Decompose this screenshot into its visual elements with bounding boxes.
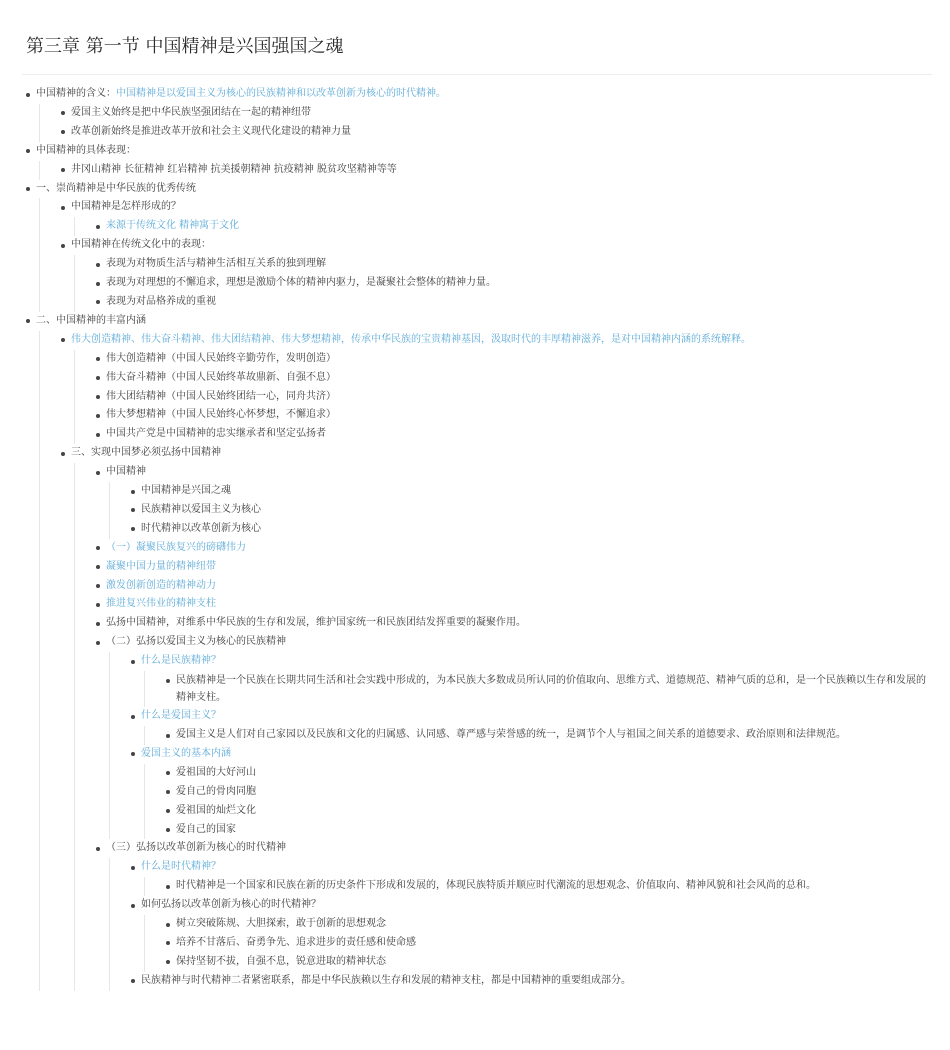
outline-node[interactable]: 三、实现中国梦必须弘扬中国精神 中国精神 中国精神是兴国之魂 民族精神以爱国主义为核心 时代精神以改革创新为核心 （一）凝聚民族复兴的磅礴伟力 凝聚中国力量的精神纽带 激发创新创造的精神动力 推进复兴伟业的精神支柱 弘扬中国精神，对维系中华民族的生存和发展，维护国家统一和民族团结发挥重要的凝聚作用。 （二）弘扬以爱国主义为核心的民族精神 什么是民族精神？ 民族精神是一个民族在长期共同生活和社会实践中形成的，为本民族大多数成员所认同的价值取向、思维方式、道德规范、精神气质的总和，是一个民族赖以生存和发展的精神支柱。 什么是爱国主义？ 爱国主义是人们对自己家园以及民族和文化的归属感、认同感、尊严感与荣誉感的统一，是调节个人与祖国之间关系的道德要求、政治原则和法律规范。 爱国主义的基本内涵 爱祖国的大好河山 爱自己的骨肉同胞 爱祖国的灿烂文化 爱自己的国家 （三）弘扬以改革创新为核心的时代精神 什么是时代精神？ 时代精神是一个国家和民族在新的历史条件下形成和发展的，体现民族特质并顺应时代潮流的思想观念、价值取向、精神风貌和社会风尚的总和。 如何弘扬以改革创新为核心的时代精神？ 树立突破陈规、大胆探索，敢于创新的思想观念 培养不甘落后、奋勇争先、追求进步的责任感和使命感 保持坚韧不拔，自强不息，锐意进取的精神状态 民族精神与时代精神二者紧密联系，都是中华民族赖以生存和发展的精神支柱，都是中国精神的重要组成部分。 <box>57 444 932 990</box>
outline-node[interactable]: （二）弘扬以爱国主义为核心的民族精神 什么是民族精神？ 民族精神是一个民族在长期共同生活和社会实践中形成的，为本民族大多数成员所认同的价值取向、思维方式、道德规范、精神气质的总和，是一个民族赖以生存和发展的精神支柱。 什么是爱国主义？ 爱国主义是人们对自己家园以及民族和文化的归属感、认同感、尊严感与荣誉感的统一，是调节个人与祖国之间关系的道德要求、政治原则和法律规范。 爱国主义的基本内涵 爱祖国的大好河山 爱自己的骨肉同胞 爱祖国的灿烂文化 爱自己的国家 <box>92 633 932 839</box>
outline-children <box>74 463 932 991</box>
title-divider <box>22 74 932 75</box>
outline-node[interactable]: 二、中国精神的丰富内涵 伟大创造精神、伟大奋斗精神、伟大团结精神、伟大梦想精神，传承中华民族的宝贵精神基因，汲取时代的丰厚精神滋养，是对中国精神内涵的系统解释。 伟大创造精神（中国人民始终辛勤劳作，发明创造） 伟大奋斗精神（中国人民始终革故鼎新、自强不息） 伟大团结精神（中国人民始终团结一心，同舟共济） 伟大梦想精神（中国人民始终心怀梦想，不懈追求） 中国共产党是中国精神的忠实继承者和坚定弘扬者 三、实现中国梦必须弘扬中国精神 中国精神 中国精神是兴国之魂 民族精神以爱国主义为核心 时代精神以改革创新为核心 （一）凝聚民族复兴的磅礴伟力 凝聚中国力量的精神纽带 激发创新创造的精神动力 推进复兴伟业的精神支柱 弘扬中国精神，对维系中华民族的生存和发展，维护国家统一和民族团结发挥重要的凝聚作用。 （二）弘扬以爱国主义为核心的民族精神 什么是民族精神？ 民族精神是一个民族在长期共同生活和社会实践中形成的，为本民族大多数成员所认同的价值取向、思维方式、道德规范、精神气质的总和，是一个民族赖以生存和发展的精神支柱。 什么是爱国主义？ 爱国主义是人们对自己家园以及民族和文化的归属感、认同感、尊严感与荣誉感的统一，是调节个人与祖国之间关系的道德要求、政治原则和法律规范。 爱国主义的基本内涵 爱祖国的大好河山 爱自己的骨肉同胞 爱祖国的灿烂文化 爱自己的国家 （三）弘扬以改革创新为核心的时代精神 什么是时代精神？ 时代精神是一个国家和民族在新的历史条件下形成和发展的，体现民族特质并顺应时代潮流的思想观念、价值取向、精神风貌和社会风尚的总和。 如何弘扬以改革创新为核心的时代精神？ 树立突破陈规、大胆探索，敢于创新的思想观念 培养不甘落后、奋勇争先、追求进步的责任感和使命感 保持坚韧不拔，自强不息，锐意进取的精神状态 民族精神与时代精神二者紧密联系，都是中华民族赖以生存和发展的精神支柱，都是中国精神的重要组成部分。 <box>22 312 932 991</box>
outline-children <box>39 104 932 142</box>
outline-children <box>109 482 932 539</box>
outline-node[interactable]: 树立突破陈规、大胆探索，敢于创新的思想观念 <box>162 915 932 934</box>
outline-node[interactable]: 什么是民族精神？ 民族精神是一个民族在长期共同生活和社会实践中形成的，为本民族大多数成员所认同的价值取向、思维方式、道德规范、精神气质的总和，是一个民族赖以生存和发展的精神支柱。 <box>127 652 932 707</box>
outline-node[interactable]: 中国精神是怎样形成的？ 来源于传统文化 精神寓于文化 <box>57 198 932 236</box>
outline-children <box>144 671 932 707</box>
outline-node[interactable]: 凝聚中国力量的精神纽带 <box>92 558 932 577</box>
outline-children <box>144 915 932 972</box>
outline-node[interactable]: 推进复兴伟业的精神支柱 <box>92 595 932 614</box>
outline-node[interactable]: 伟大创造精神、伟大奋斗精神、伟大团结精神、伟大梦想精神，传承中华民族的宝贵精神基因，汲取时代的丰厚精神滋养，是对中国精神内涵的系统解释。 伟大创造精神（中国人民始终辛勤劳作，发明创造） 伟大奋斗精神（中国人民始终革故鼎新、自强不息） 伟大团结精神（中国人民始终团结一心，同舟共济） 伟大梦想精神（中国人民始终心怀梦想，不懈追求） 中国共产党是中国精神的忠实继承者和坚定弘扬者 <box>57 331 932 444</box>
outline-node[interactable]: 表现为对物质生活与精神生活相互关系的独到理解 <box>92 255 932 274</box>
outline-node[interactable]: 表现为对理想的不懈追求，理想是激励个体的精神内驱力，是凝聚社会整体的精神力量。 <box>92 274 932 293</box>
outline-node[interactable]: 时代精神以改革创新为核心 <box>127 520 932 539</box>
outline-node[interactable]: 中国精神 中国精神是兴国之魂 民族精神以爱国主义为核心 时代精神以改革创新为核心 <box>92 463 932 539</box>
outline-node[interactable]: 爱祖国的灿烂文化 <box>162 802 932 821</box>
outline-node[interactable]: 民族精神与时代精神二者紧密联系，都是中华民族赖以生存和发展的精神支柱，都是中国精神的重要组成部分。 <box>127 972 932 991</box>
outline-node[interactable]: 改革创新始终是推进改革开放和社会主义现代化建设的精神力量 <box>57 123 932 142</box>
outline-children <box>109 652 932 839</box>
outline-node[interactable]: 爱国主义的基本内涵 爱祖国的大好河山 爱自己的骨肉同胞 爱祖国的灿烂文化 爱自己的国家 <box>127 745 932 840</box>
outline-node[interactable]: 时代精神是一个国家和民族在新的历史条件下形成和发展的，体现民族特质并顺应时代潮流的思想观念、价值取向、精神风貌和社会风尚的总和。 <box>162 877 932 896</box>
outline-node[interactable]: 伟大团结精神（中国人民始终团结一心，同舟共济） <box>92 388 932 407</box>
outline-node-text: 中国精神的含义：中国精神是以爱国主义为核心的民族精神和以改革创新为核心的时代精神。 <box>36 85 932 104</box>
outline-node[interactable]: 中国精神的具体表现： 井冈山精神 长征精神 红岩精神 抗美援朝精神 抗疫精神 脱贫攻坚精神等等 <box>22 142 932 180</box>
outline-node[interactable]: 如何弘扬以改革创新为核心的时代精神？ 树立突破陈规、大胆探索，敢于创新的思想观念 培养不甘落后、奋勇争先、追求进步的责任感和使命感 保持坚韧不拔，自强不息，锐意进取的精神状态 <box>127 896 932 972</box>
outline-node[interactable]: 伟大奋斗精神（中国人民始终革故鼎新、自强不息） <box>92 369 932 388</box>
outline-node[interactable]: 民族精神是一个民族在长期共同生活和社会实践中形成的，为本民族大多数成员所认同的价值取向、思维方式、道德规范、精神气质的总和，是一个民族赖以生存和发展的精神支柱。 <box>162 671 932 707</box>
outline-node[interactable]: 伟大梦想精神（中国人民始终心怀梦想，不懈追求） <box>92 406 932 425</box>
outline-node[interactable]: 爱国主义是人们对自己家园以及民族和文化的归属感、认同感、尊严感与荣誉感的统一，是调节个人与祖国之间关系的道德要求、政治原则和法律规范。 <box>162 726 932 745</box>
outline-children <box>39 331 932 991</box>
outline-children <box>39 198 932 311</box>
outline-node[interactable]: 爱国主义始终是把中华民族坚强团结在一起的精神纽带 <box>57 104 932 123</box>
outline-node[interactable]: 爱自己的国家 <box>162 821 932 840</box>
outline-tree <box>22 85 932 991</box>
outline-node[interactable]: 培养不甘落后、奋勇争先、追求进步的责任感和使命感 <box>162 934 932 953</box>
outline-node[interactable]: 中国精神是兴国之魂 <box>127 482 932 501</box>
outline-node[interactable]: 来源于传统文化 精神寓于文化 <box>92 217 932 236</box>
outline-node[interactable]: （三）弘扬以改革创新为核心的时代精神 什么是时代精神？ 时代精神是一个国家和民族在新的历史条件下形成和发展的，体现民族特质并顺应时代潮流的思想观念、价值取向、精神风貌和社会风尚的总和。 如何弘扬以改革创新为核心的时代精神？ 树立突破陈规、大胆探索，敢于创新的思想观念 培养不甘落后、奋勇争先、追求进步的责任感和使命感 保持坚韧不拔，自强不息，锐意进取的精神状态 民族精神与时代精神二者紧密联系，都是中华民族赖以生存和发展的精神支柱，都是中国精神的重要组成部分。 <box>92 839 932 990</box>
outline-children <box>39 161 932 180</box>
outline-node[interactable]: 中国共产党是中国精神的忠实继承者和坚定弘扬者 <box>92 425 932 444</box>
page-title: 第三章 第一节 中国精神是兴国强国之魂 <box>26 36 344 57</box>
outline-node[interactable]: 表现为对品格养成的重视 <box>92 293 932 312</box>
outline-node[interactable]: 民族精神以爱国主义为核心 <box>127 501 932 520</box>
outline-node[interactable]: （一）凝聚民族复兴的磅礴伟力 <box>92 539 932 558</box>
outline-node[interactable]: 中国精神在传统文化中的表现： 表现为对物质生活与精神生活相互关系的独到理解 表现为对理想的不懈追求，理想是激励个体的精神内驱力，是凝聚社会整体的精神力量。 表现为对品格养成的重视 <box>57 236 932 312</box>
outline-node[interactable]: 弘扬中国精神，对维系中华民族的生存和发展，维护国家统一和民族团结发挥重要的凝聚作用。 <box>92 614 932 633</box>
outline-node[interactable]: 保持坚韧不拔，自强不息，锐意进取的精神状态 <box>162 953 932 972</box>
outline-node[interactable]: 一、崇尚精神是中华民族的优秀传统 中国精神是怎样形成的？ 来源于传统文化 精神寓于文化 中国精神在传统文化中的表现： 表现为对物质生活与精神生活相互关系的独到理解 表现为对理想的不懈追求，理想是激励个体的精神内驱力，是凝聚社会整体的精神力量。 表现为对品格养成的重视 <box>22 180 932 312</box>
outline-children <box>144 877 932 896</box>
outline-children <box>74 350 932 445</box>
outline-node[interactable]: 爱自己的骨肉同胞 <box>162 783 932 802</box>
outline-node[interactable]: 什么是时代精神？ 时代精神是一个国家和民族在新的历史条件下形成和发展的，体现民族特质并顺应时代潮流的思想观念、价值取向、精神风貌和社会风尚的总和。 <box>127 858 932 896</box>
outline-node[interactable]: 伟大创造精神（中国人民始终辛勤劳作，发明创造） <box>92 350 932 369</box>
outline-children <box>109 858 932 990</box>
outline-children <box>74 255 932 312</box>
outline-node[interactable]: 激发创新创造的精神动力 <box>92 577 932 596</box>
outline-node[interactable]: 井冈山精神 长征精神 红岩精神 抗美援朝精神 抗疫精神 脱贫攻坚精神等等 <box>57 161 932 180</box>
highlighted-text: 中国精神是以爱国主义为核心的民族精神和以改革创新为核心的时代精神。 <box>116 88 446 99</box>
outline-node[interactable] <box>22 85 932 142</box>
outline-children <box>74 217 932 236</box>
outline-node[interactable]: 什么是爱国主义？ 爱国主义是人们对自己家园以及民族和文化的归属感、认同感、尊严感与荣誉感的统一，是调节个人与祖国之间关系的道德要求、政治原则和法律规范。 <box>127 707 932 745</box>
outline-children <box>144 764 932 840</box>
outline-children <box>144 726 932 745</box>
outline-node[interactable]: 爱祖国的大好河山 <box>162 764 932 783</box>
